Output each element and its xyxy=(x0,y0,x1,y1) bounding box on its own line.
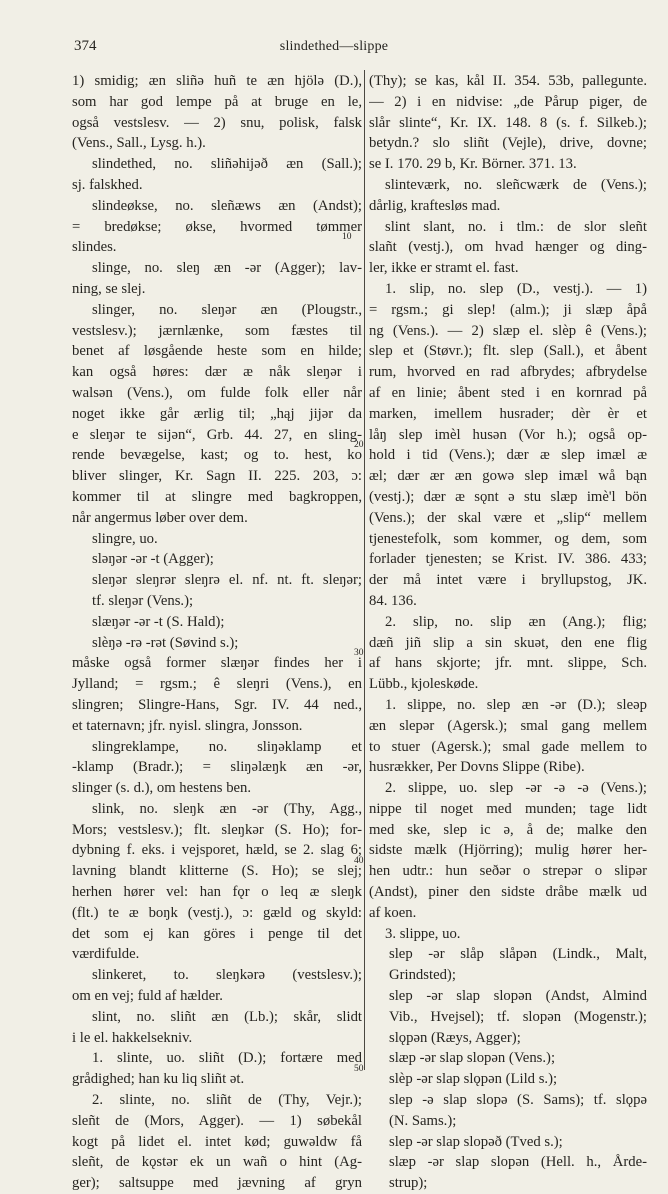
right-column-line: 2. slip, no. slip æn (Ang.); flig; xyxy=(385,613,647,630)
right-column-line: rum, hvorved en rad afbrydes; afbrydelse xyxy=(369,364,647,381)
left-column xyxy=(72,71,362,1194)
left-column-line: bliver slinger, Kr. Sagn II. 225. 203, ɔ: xyxy=(72,468,362,485)
right-column-line: 1. slippe, no. slep æn -ər (D.); sleəp xyxy=(385,696,647,713)
right-column-line: slèp -ər slap slǫpən (Lild s.); xyxy=(389,1071,558,1088)
right-column-line: slep -ər slåp slåpən (Lindk., Malt, xyxy=(389,946,647,963)
right-column-line: to stuer (Agersk.); smal gade mellem to xyxy=(369,738,647,755)
right-column-line: slår slinte“, Kr. IX. 148. 8 (s. f. Silkeb.); xyxy=(369,114,647,131)
right-column-line: 2. slippe, uo. slep -ər -ə -ə (Vens.); xyxy=(385,780,647,797)
left-column-line: (flt.) te æ boŋk (vestj.), ɔ: gæld og skyld: xyxy=(72,904,362,921)
left-column-line: slindes. xyxy=(72,239,117,256)
running-title: slindethed—slippe xyxy=(279,39,389,54)
left-column-line: sj. falskhed. xyxy=(72,176,143,193)
right-column-line: af koen. xyxy=(369,904,417,921)
line-number-40: 40 xyxy=(354,856,364,866)
right-column-line: (Thy); se kas, kål II. 354. 53b, pallegunte. xyxy=(369,73,647,89)
left-column-line: i le el. hakkelsekniv. xyxy=(72,1029,193,1046)
column-divider xyxy=(364,70,365,1070)
right-column-line: — 2) i en nidvise: „de Pårup piger, de xyxy=(369,93,647,110)
left-column-line: et taternavn; jfr. nyisl. slingra, Jonsson. xyxy=(72,717,303,734)
right-column-line: slep -ə slap slopə (S. Sams); tf. slǫpə xyxy=(389,1092,647,1109)
right-column-line: Vib., Hvejsel); tf. slopən (Mogenstr.); xyxy=(389,1008,647,1025)
left-column-line: slingren; Slingre-Hans, Sgr. IV. 44 ned., xyxy=(72,696,362,713)
right-column-line: = rgsm.; gi slep! (alm.); ji slæp åpå xyxy=(369,301,647,318)
left-column-line: også vestslesv. — 2) snu, polisk, falsk xyxy=(72,114,362,131)
left-column-line: (Vens., Sall., Lysg. h.). xyxy=(72,135,206,152)
right-column-line: husrækker, Per Dovns Slippe (Ribe). xyxy=(369,759,585,776)
right-column-line: låŋ slep imèl husən (Vor h.); også op- xyxy=(369,426,647,443)
left-column-line: måske også former slæŋər findes her i xyxy=(72,655,362,672)
right-column-line: nippe til noget med munden; tage lidt xyxy=(369,800,647,817)
left-column-line: Mors; vestslesv.); flt. sleŋkər (S. Ho); for- xyxy=(72,821,362,838)
left-column-line: slinger, no. sleŋər æn (Plougstr., xyxy=(92,301,362,318)
right-column-line: tjenestefolk, som kommer, og dem, som xyxy=(369,530,647,547)
page-number: 374 xyxy=(74,38,97,54)
right-column-line: Grindsted); xyxy=(389,967,456,984)
left-column-line: e sleŋər te sijən“, Grb. 44. 27, en sling- xyxy=(72,426,362,443)
page-header xyxy=(0,38,668,58)
left-column-line: slink, no. sleŋk æn -ər (Thy, Agg., xyxy=(92,800,362,817)
right-column-line: Lübb., kjoleskøde. xyxy=(369,676,479,693)
left-column-line: sləŋər -ər -t (Agger); xyxy=(92,551,214,568)
left-column-line: om en vej; fuld af hælder. xyxy=(72,988,223,1005)
left-column-line: herhen hører vel: han fǫr o leq æ sleŋk xyxy=(72,884,362,901)
right-column-line: strup); xyxy=(389,1175,428,1192)
left-column-line: slèŋə -rə -rət (Søvind s.); xyxy=(92,634,239,651)
right-column-line: med ske, slep ic ə, å de; malke den xyxy=(369,821,647,838)
right-column-line: slinteværk, no. sleñcwærk de (Vens.); xyxy=(385,176,647,193)
right-column-line: af en linie; åbent sted i en kornrad på xyxy=(369,384,647,401)
line-number-30: 30 xyxy=(354,648,364,658)
left-column-line: ning, se slej. xyxy=(72,280,146,297)
left-column-line: -klamp (Bradr.); = sliŋəlæŋk æn -ər, xyxy=(72,759,362,776)
left-column-line: kogt på lidet el. intet kød; guwəldw få xyxy=(72,1133,362,1150)
left-column-line: sleŋər sleŋrər sleŋrə el. nf. nt. ft. sleŋər; xyxy=(92,572,362,589)
left-column-line: tf. sleŋər (Vens.); xyxy=(92,592,194,609)
right-column-line: 84. 136. xyxy=(369,592,417,609)
left-column-line: som har god lempe på at bruge en le, xyxy=(72,93,362,110)
right-column xyxy=(369,71,647,1194)
right-column-line: af hans skjorte; jfr. mnt. slippe, Sch. xyxy=(369,655,647,672)
right-column-line: slǫpən (Ræys, Agger); xyxy=(389,1029,521,1046)
line-number-10: 10 xyxy=(342,232,352,242)
right-column-line: ler, ikke er stramt el. fast. xyxy=(369,260,519,277)
left-column-line: slinge, no. sleŋ æn -ər (Agger); lav- xyxy=(92,260,362,277)
right-column-line: hen udtr.: hun seðər o strepər o slipər xyxy=(369,863,647,880)
right-column-line: æl; dær ær æn gowə slep imæl wå bąn xyxy=(369,468,647,485)
left-column-line: walsən (Vens.), om fulde folk eller når xyxy=(72,384,362,401)
left-column-line: kommer til at slingre med bagkroppen, xyxy=(72,488,362,505)
right-column-line: forlader tjenesten; se Krist. IV. 386. 433; xyxy=(369,551,647,568)
right-column-line: betydn.? slo sliñt (Vejle), drive, dovne; xyxy=(369,135,647,152)
left-column-line: 1) smidig; æn sliñə huñ te æn hjölə (D.), xyxy=(72,73,362,89)
left-column-line: noget ikke går ærlig til; „hąj jijər da xyxy=(72,405,362,422)
right-column-line: slint slant, no. i tlm.: de slor sleñt xyxy=(385,218,647,235)
right-column-line: (N. Sams.); xyxy=(389,1112,457,1129)
left-column-line: slindeøkse, no. sleñæws æn (Andst); xyxy=(92,197,362,214)
right-column-line: hold i tid (Vens.); dær æ slep imæl æ xyxy=(369,447,647,464)
left-column-line: Jylland; = rgsm.; ê sleŋri (Vens.), en xyxy=(72,676,362,693)
right-column-line: slæp -ər slap slopən (Hell. h., Årde- xyxy=(389,1154,647,1171)
left-column-line: vestslesv.); jærnlænke, som fæstes til xyxy=(72,322,362,339)
left-column-line: = bredøkse; økse, hvormed tømmer xyxy=(72,218,362,235)
left-column-line: det som ej kan göres i penge til det xyxy=(72,925,362,942)
left-column-line: benet af løsgående heste som en hilde; xyxy=(72,343,362,360)
right-column-line: sidste mælk (Hjörring); mulig hører her- xyxy=(369,842,647,859)
right-column-line: slep -ər slap slopən (Andst, Almind xyxy=(389,988,647,1005)
left-column-line: slindethed, no. sliñəhijəð æn (Sall.); xyxy=(92,156,362,173)
left-column-line: slingre, uo. xyxy=(92,530,158,547)
right-column-line: 3. slippe, uo. xyxy=(385,925,461,942)
right-column-line: (Vens.); der skal være et „slip“ mellem xyxy=(369,509,647,526)
right-column-line: dårlig, kraftesløs mad. xyxy=(369,197,501,214)
right-column-line: slep -ər slap slopəð (Tved s.); xyxy=(389,1133,563,1150)
left-column-line: slint, no. sliñt æn (Lb.); skår, slidt xyxy=(92,1008,362,1025)
left-column-line: 2. slinte, no. sliñt de (Thy, Vejr.); xyxy=(92,1092,362,1109)
left-column-line: når angermus løber over dem. xyxy=(72,509,248,526)
left-column-line: kan også høres: dær æ nåk sleŋər i xyxy=(72,364,362,381)
left-column-line: værdifulde. xyxy=(72,946,140,963)
left-column-line: grådighed; han ku liq sliñt ət. xyxy=(72,1071,245,1088)
left-column-line: lavning blandt klitterne (S. Ho); se slej; xyxy=(72,863,362,880)
right-column-line: der må intet være i bryllupstog, JK. xyxy=(369,572,647,589)
right-column-line: slæp -ər slap slopən (Vens.); xyxy=(389,1050,556,1067)
left-column-line: slingreklampe, no. sliŋəklamp et xyxy=(92,738,362,755)
left-column-line: slinger (s. d.), om hestens ben. xyxy=(72,780,252,797)
right-column-line: se I. 170. 29 b, Kr. Börner. 371. 13. xyxy=(369,156,577,173)
right-column-line: marken, imellem husrader; dèr èr et xyxy=(369,405,647,422)
right-column-line: (vestj.); dær æ sǫnt ə stu slæp imè'l bön xyxy=(369,488,647,505)
line-number-20: 20 xyxy=(354,440,364,450)
right-column-line: 1. slip, no. slep (D., vestj.). — 1) xyxy=(385,280,647,297)
left-column-line: ger); saltsuppe med jævning af gryn xyxy=(72,1175,362,1192)
left-column-line: dybning f. eks. i vejsporet, hæld, se 2. slag 6; xyxy=(72,842,362,859)
left-column-line: rende bevægelse, kast; og to. hest, ko xyxy=(72,447,362,464)
right-column-line: slep et (Støvr.); flt. slep (Sall.), et åbent xyxy=(369,343,647,360)
left-column-line: 1. slinte, uo. sliñt (D.); fortære med xyxy=(92,1050,362,1067)
right-column-line: (Andst), piner den sidste dråbe mælk ud xyxy=(369,884,647,901)
left-column-line: sleñt, de kǫstər ek un wañ o hint (Ag- xyxy=(72,1154,362,1171)
left-column-line: sleñt de (Mors, Agger). — 1) søbekål xyxy=(72,1112,362,1129)
left-column-line: slæŋər -ər -t (S. Hald); xyxy=(92,613,225,630)
line-number-50: 50 xyxy=(354,1064,364,1074)
right-column-line: æn slepər (Agersk.); smal gang mellem xyxy=(369,717,647,734)
right-column-line: ng (Vens.). — 2) slæp el. slèp ê (Vens.); xyxy=(369,322,647,339)
left-column-line: slinkeret, to. sleŋkərə (vestslesv.); xyxy=(92,967,362,984)
right-column-line: slañt (vestj.), om hvad hænger og ding- xyxy=(369,239,647,256)
right-column-line: dæñ jiñ slip a sin skuət, den ene flig xyxy=(369,634,647,651)
